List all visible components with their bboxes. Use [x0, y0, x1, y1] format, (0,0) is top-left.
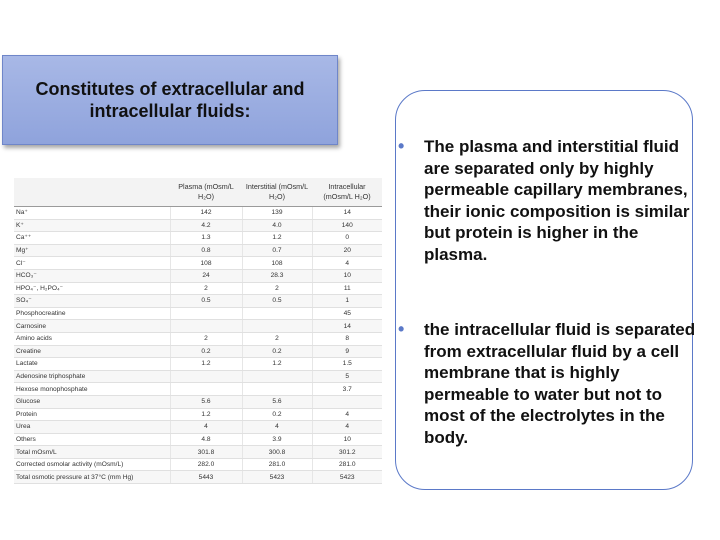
- table-cell-value: 2: [170, 332, 242, 345]
- table-cell-value: 45: [312, 307, 382, 320]
- table-cell-value: 142: [170, 207, 242, 220]
- table-header-cell: Interstitial (mOsm/L H₂O): [242, 178, 312, 207]
- table-cell-value: 1.2: [242, 358, 312, 371]
- table-row: [14, 383, 382, 396]
- table-row: [14, 244, 382, 257]
- table-row: [14, 370, 382, 383]
- table-cell-value: 0.5: [170, 295, 242, 308]
- table-row-label: K⁺: [14, 219, 170, 232]
- table-row: [14, 332, 382, 345]
- table-cell-value: 0.2: [242, 345, 312, 358]
- table-cell-value: 139: [242, 207, 312, 220]
- table-row: [14, 345, 382, 358]
- table-row-label: Phosphocreatine: [14, 307, 170, 320]
- table-row-label: Adenosine triphosphate: [14, 370, 170, 383]
- bullet-marker: •: [398, 136, 405, 156]
- table-body: [14, 207, 382, 484]
- table-row: [14, 307, 382, 320]
- table-row-label: Total mOsm/L: [14, 446, 170, 459]
- table-cell-value: 5.6: [242, 395, 312, 408]
- table-cell-value: 5423: [242, 471, 312, 484]
- table-cell-value: 4: [312, 421, 382, 434]
- table-row-label: SO₄⁻: [14, 295, 170, 308]
- table-row: [14, 421, 382, 434]
- table-row: [14, 408, 382, 421]
- table-cell-value: 282.0: [170, 458, 242, 471]
- table-cell-value: 1.2: [170, 358, 242, 371]
- slide-title-box: [2, 55, 338, 145]
- table-row-label: Carnosine: [14, 320, 170, 333]
- table-cell-value: 14: [312, 207, 382, 220]
- bullet-text-plasma: The plasma and interstitial fluid are separated only by highly permeable capillary membranes, their ionic composition is similar but protein is higher in the plasma.: [424, 137, 690, 264]
- table-cell-value: 281.0: [242, 458, 312, 471]
- table-cell-value: 0: [312, 232, 382, 245]
- table-row-label: Corrected osmolar activity (mOsm/L): [14, 458, 170, 471]
- table-row-label: Others: [14, 433, 170, 446]
- electrolyte-table: [14, 178, 382, 484]
- table-row-label: Protein: [14, 408, 170, 421]
- table-cell-value: [170, 383, 242, 396]
- table-cell-value: [242, 383, 312, 396]
- table-cell-value: 0.7: [242, 244, 312, 257]
- table-cell-value: 1.5: [312, 358, 382, 371]
- table-cell-value: 0.2: [242, 408, 312, 421]
- table-cell-value: 24: [170, 269, 242, 282]
- table-cell-value: 14: [312, 320, 382, 333]
- table-row: [14, 320, 382, 333]
- table-cell-value: 0.5: [242, 295, 312, 308]
- table-row: [14, 269, 382, 282]
- table-row: [14, 257, 382, 270]
- table-header-cell: [14, 178, 170, 207]
- table-row-label: Hexose monophosphate: [14, 383, 170, 396]
- table-cell-value: 1.3: [170, 232, 242, 245]
- table-row: [14, 471, 382, 484]
- table-cell-value: 11: [312, 282, 382, 295]
- table-cell-value: 301.2: [312, 446, 382, 459]
- table-cell-value: 8: [312, 332, 382, 345]
- table-cell-value: [242, 307, 312, 320]
- table-cell-value: 2: [242, 282, 312, 295]
- table-row: [14, 458, 382, 471]
- table-row: [14, 207, 382, 220]
- table-cell-value: 4.2: [170, 219, 242, 232]
- table-cell-value: 140: [312, 219, 382, 232]
- table-row: [14, 433, 382, 446]
- table-cell-value: 4: [170, 421, 242, 434]
- table-row-label: Amino acids: [14, 332, 170, 345]
- table-row-label: Mg⁺: [14, 244, 170, 257]
- electrolyte-table-image: [14, 178, 382, 496]
- table-row: [14, 395, 382, 408]
- table-cell-value: [170, 370, 242, 383]
- table-row-label: Urea: [14, 421, 170, 434]
- table-row: [14, 282, 382, 295]
- table-cell-value: 1: [312, 295, 382, 308]
- table-cell-value: 5443: [170, 471, 242, 484]
- table-cell-value: 4.8: [170, 433, 242, 446]
- slide-title-line-2: intracellular fluids:: [89, 101, 251, 121]
- table-cell-value: 2: [242, 332, 312, 345]
- table-header-row: [14, 178, 382, 207]
- slide-title-line-1: Constitutes of extracellular and: [35, 79, 305, 99]
- bullet-text-intracellular: the intracellular fluid is separated from extracellular fluid by a cell membrane that is highly permeable to water but not to most of the electrolytes in the body.: [424, 320, 696, 447]
- table-cell-value: 4.0: [242, 219, 312, 232]
- table-cell-value: 300.8: [242, 446, 312, 459]
- bullet-marker: •: [398, 319, 405, 339]
- table-header-cell: Plasma (mOsm/L H₂O): [170, 178, 242, 207]
- table-cell-value: 0.8: [170, 244, 242, 257]
- table-cell-value: 3.7: [312, 383, 382, 396]
- table-row-label: HCO₃⁻: [14, 269, 170, 282]
- table-cell-value: [312, 395, 382, 408]
- table-cell-value: 5423: [312, 471, 382, 484]
- table-row-label: Creatine: [14, 345, 170, 358]
- table-row-label: Glucose: [14, 395, 170, 408]
- table-cell-value: 281.0: [312, 458, 382, 471]
- table-cell-value: 3.9: [242, 433, 312, 446]
- table-cell-value: 301.8: [170, 446, 242, 459]
- table-cell-value: 5.6: [170, 395, 242, 408]
- table-row: [14, 295, 382, 308]
- table-cell-value: 4: [312, 257, 382, 270]
- table-cell-value: 0.2: [170, 345, 242, 358]
- table-row: [14, 232, 382, 245]
- table-cell-value: 5: [312, 370, 382, 383]
- table-cell-value: 10: [312, 269, 382, 282]
- table-cell-value: [170, 320, 242, 333]
- table-cell-value: 10: [312, 433, 382, 446]
- table-cell-value: 1.2: [242, 232, 312, 245]
- table-cell-value: 2: [170, 282, 242, 295]
- table-cell-value: [170, 307, 242, 320]
- table-row: [14, 446, 382, 459]
- table-cell-value: 108: [242, 257, 312, 270]
- table-row: [14, 219, 382, 232]
- table-row-label: Lactate: [14, 358, 170, 371]
- table-row-label: Total osmotic pressure at 37°C (mm Hg): [14, 471, 170, 484]
- table-cell-value: 28.3: [242, 269, 312, 282]
- table-cell-value: [242, 320, 312, 333]
- table-cell-value: 4: [242, 421, 312, 434]
- table-cell-value: 20: [312, 244, 382, 257]
- table-row-label: Na⁺: [14, 207, 170, 220]
- table-cell-value: 9: [312, 345, 382, 358]
- table-cell-value: 4: [312, 408, 382, 421]
- table-row-label: Cl⁻: [14, 257, 170, 270]
- table-row-label: Ca⁺⁺: [14, 232, 170, 245]
- table-header-cell: Intracellular (mOsm/L H₂O): [312, 178, 382, 207]
- table-cell-value: [242, 370, 312, 383]
- table-cell-value: 1.2: [170, 408, 242, 421]
- table-cell-value: 108: [170, 257, 242, 270]
- table-row-label: HPO₄⁻, H₂PO₄⁻: [14, 282, 170, 295]
- table-row: [14, 358, 382, 371]
